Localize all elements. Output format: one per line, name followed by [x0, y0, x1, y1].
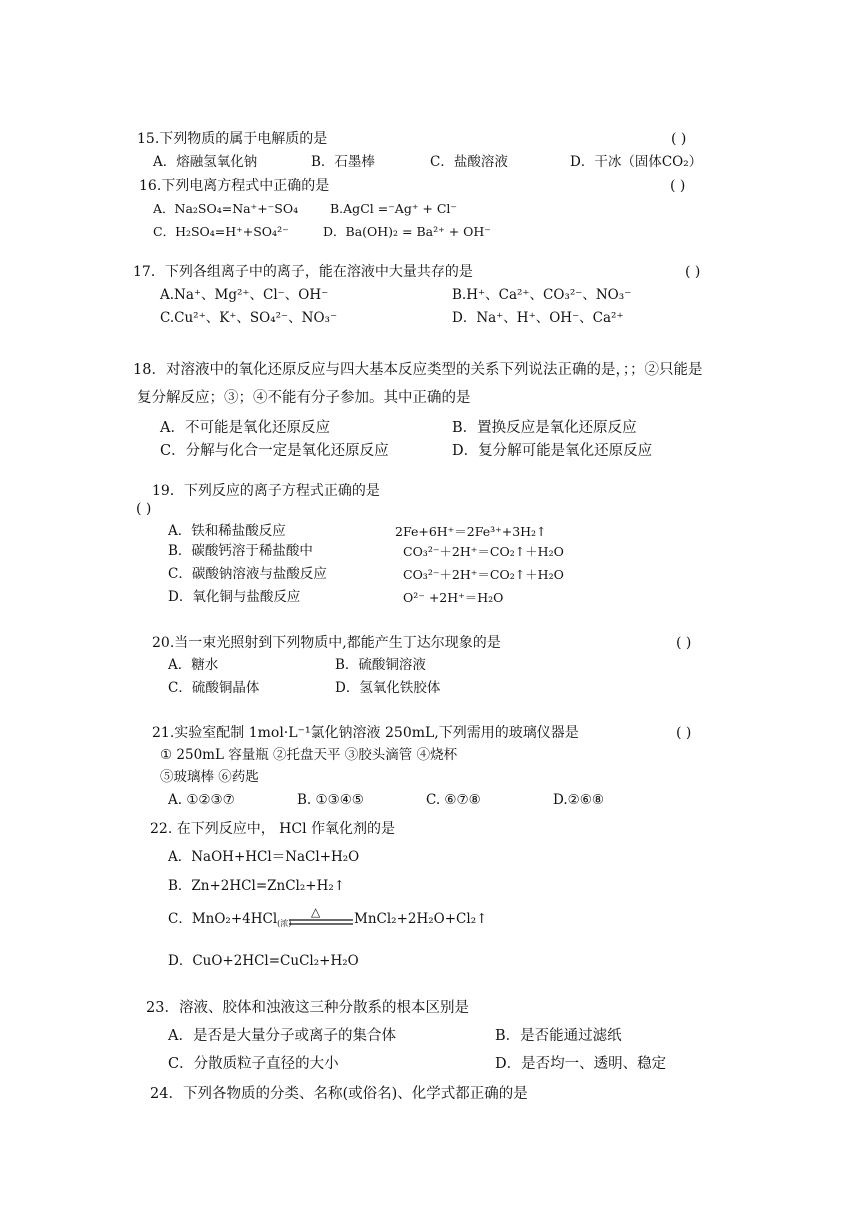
q17-stem: 17．下列各组离子中的离子，能在溶液中大量共存的是: [133, 264, 473, 280]
q18-stem: 18．对溶液中的氧化还原反应与四大基本反应类型的关系下列说法正确的是，；；②只能是: [133, 362, 703, 378]
q19-equation-b: CO₃²⁻＋2H⁺＝CO₂↑＋H₂O: [403, 544, 564, 559]
q15-option-c: C．盐酸溶液: [430, 154, 508, 170]
q20-option-a: A．糖水: [168, 657, 219, 673]
q17-answer-paren: ( ): [685, 264, 701, 280]
q21-option-d: D.②⑥⑧: [553, 792, 604, 808]
q16-option-a: A．Na₂SO₄=Na⁺+⁻SO₄: [153, 201, 299, 216]
q23-option-c: C．分散质粒子直径的大小: [168, 1056, 339, 1072]
q23-option-d: D．是否均一、透明、稳定: [495, 1056, 667, 1072]
q18-option-d: D．复分解可能是氧化还原反应: [452, 443, 653, 459]
q21-option-b: B. ①③④⑤: [297, 792, 364, 808]
q22-stem: 22. 在下列反应中， HCl 作氧化剂的是: [150, 821, 396, 837]
q23-option-a: A．是否是大量分子或离子的集合体: [168, 1028, 396, 1044]
q19-answer-paren: ( ): [136, 501, 152, 517]
q18-option-b: B．置换反应是氧化还原反应: [452, 420, 637, 436]
q19-option-c: C．碳酸钠溶液与盐酸反应: [168, 566, 327, 582]
q22-option-d: D．CuO+2HCl=CuCl₂+H₂O: [168, 953, 359, 969]
q15-answer-paren: ( ): [671, 131, 687, 147]
heat-triangle-icon: △: [311, 905, 321, 919]
q20-option-d: D．氢氧化铁胶体: [335, 680, 441, 696]
q22-option-a: A．NaOH+HCl＝NaCl+H₂O: [168, 849, 360, 865]
q21-option-c: C. ⑥⑦⑧: [426, 792, 481, 808]
q16-option-c: C．H₂SO₄=H⁺+SO₄²⁻: [153, 224, 289, 239]
q20-answer-paren: ( ): [676, 635, 692, 651]
q20-stem: 20.当一束光照射到下列物质中,都能产生丁达尔现象的是: [152, 635, 501, 651]
q19-stem: 19．下列反应的离子方程式正确的是: [152, 483, 380, 499]
q19-option-b: B．碳酸钙溶于稀盐酸中: [168, 543, 313, 559]
q23-option-b: B．是否能通过滤纸: [495, 1028, 622, 1044]
q15-stem: 15.下列物质的属于电解质的是: [137, 131, 328, 147]
q22-option-c-reactants: C．MnO₂+4HCl: [168, 911, 278, 927]
q19-option-a: A．铁和稀盐酸反应: [168, 523, 286, 539]
q20-option-c: C．硫酸铜晶体: [168, 680, 260, 696]
q21-answer-paren: ( ): [676, 725, 692, 741]
q15-option-d: D．干冰（固体CO₂）: [570, 154, 703, 170]
q23-stem: 23．溶液、胶体和浊液这三种分散系的根本区别是: [146, 1000, 469, 1016]
q24-stem: 24．下列各物质的分类、名称(或俗名)、化学式都正确的是: [150, 1086, 528, 1102]
q19-equation-d: O²⁻ +2H⁺＝H₂O: [403, 590, 504, 605]
q17-option-d: D．Na⁺、H⁺、OH⁻、Ca²⁺: [452, 310, 624, 326]
q21-items-line2: ⑤玻璃棒 ⑥药匙: [160, 769, 259, 785]
q16-stem: 16.下列电离方程式中正确的是: [139, 178, 330, 194]
q18-stem-line2: 复分解反应；③；④不能有分子参加。其中正确的是: [137, 390, 471, 406]
q22-option-b: B．Zn+2HCl=ZnCl₂+H₂↑: [168, 878, 346, 894]
q19-equation-c: CO₃²⁻＋2H⁺＝CO₂↑＋H₂O: [403, 567, 564, 582]
q17-option-c: C.Cu²⁺、K⁺、SO₄²⁻、NO₃⁻: [160, 310, 338, 326]
q22-option-c: [168, 913, 291, 928]
q15-option-b: B．石墨棒: [311, 154, 375, 170]
q17-option-a: A.Na⁺、Mg²⁺、Cl⁻、OH⁻: [160, 287, 329, 303]
q16-option-b: B.AgCl =⁻Ag⁺ + Cl⁻: [330, 201, 458, 216]
q19-option-d: D．氧化铜与盐酸反应: [168, 589, 301, 605]
q21-items-line1: ① 250mL 容量瓶 ②托盘天平 ③胶头滴管 ④烧杯: [160, 747, 458, 763]
q22-option-c-concentrated: (浓): [277, 919, 292, 928]
q16-answer-paren: ( ): [670, 178, 686, 194]
heating-condition-equals-sign: [289, 905, 353, 931]
q19-equation-a: 2Fe+6H⁺＝2Fe³⁺+3H₂↑: [395, 524, 547, 539]
double-line-icon: [289, 905, 353, 931]
q21-option-a: A. ①②③⑦: [168, 792, 235, 808]
q21-stem: 21.实验室配制 1mol·L⁻¹氯化钠溶液 250mL,下列需用的玻璃仪器是: [152, 725, 579, 741]
q22-option-c-products: MnCl₂+2H₂O+Cl₂↑: [354, 911, 488, 927]
q18-option-a: A．不可能是氧化还原反应: [160, 420, 330, 436]
q18-option-c: C．分解与化合一定是氧化还原反应: [160, 443, 389, 459]
q17-option-b: B.H⁺、Ca²⁺、CO₃²⁻、NO₃⁻: [452, 287, 632, 303]
q16-option-d: D．Ba(OH)₂ = Ba²⁺ + OH⁻: [323, 224, 491, 239]
q20-option-b: B．硫酸铜溶液: [335, 657, 426, 673]
q15-option-a: A．熔融氢氧化钠: [153, 154, 258, 170]
